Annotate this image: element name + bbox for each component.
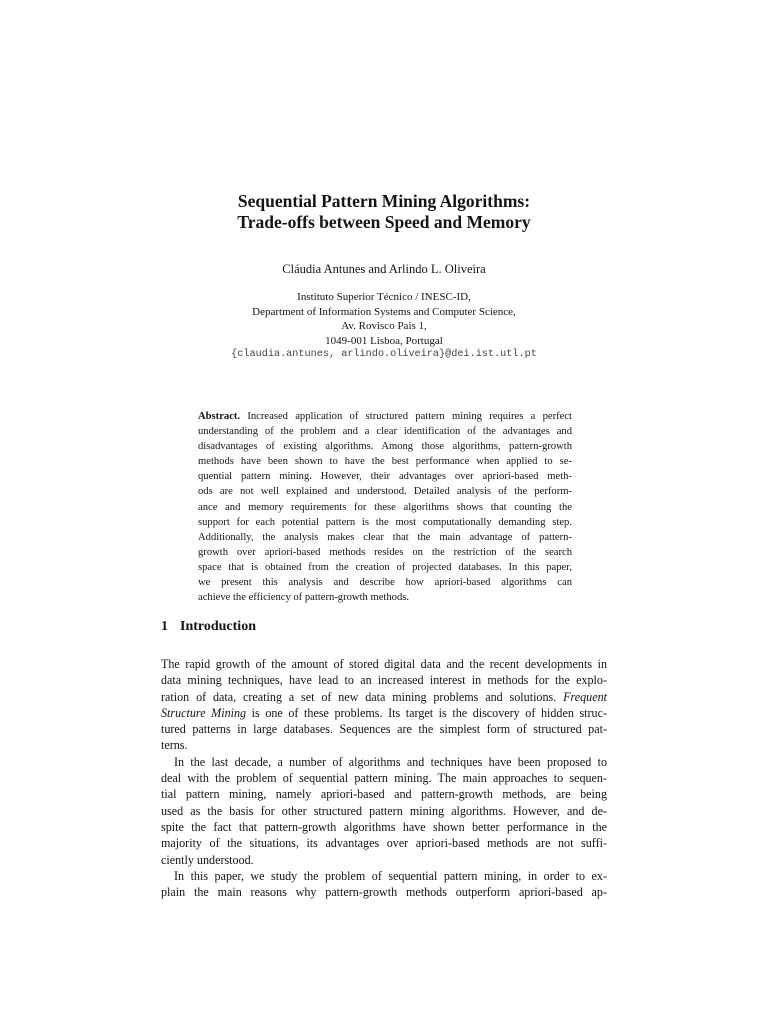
author-list: Cláudia Antunes and Arlindo L. Oliveira	[282, 262, 486, 276]
abstract-line: Additionally, the analysis makes clear that the main advantage of pattern-	[198, 531, 572, 543]
affiliation-institute: Instituto Superior Técnico / INESC-ID,	[297, 291, 471, 303]
paper-title-line-1: Sequential Pattern Mining Algorithms:	[237, 191, 531, 211]
section-title: Introduction	[180, 619, 256, 634]
abstract-line: achieve the efficiency of pattern-growth methods.	[198, 592, 410, 604]
abstract-line: growth over apriori-based methods resides on the restriction of the search	[198, 546, 572, 558]
affiliation-city: 1049-001 Lisboa, Portugal	[325, 334, 443, 347]
abstract-line: understanding of the problem and a clear identification of the advantages and	[198, 426, 572, 438]
paragraph-line: tial pattern mining, namely apriori-based and pattern-growth methods, are being	[161, 787, 607, 802]
abstract-line	[198, 409, 572, 424]
paragraph-line: In this paper, we study the problem of sequential pattern mining, in order to ex-	[174, 868, 607, 883]
section-heading	[161, 619, 256, 635]
emphasized-term: Structure Mining	[161, 705, 247, 720]
body-text	[161, 656, 607, 900]
paragraph-line: majority of the situations, its advantages over apriori-based methods are not suffi-	[161, 836, 607, 851]
abstract-line: quential pattern mining. However, their advantages over apriori-based meth-	[198, 471, 572, 483]
affiliation-block	[0, 290, 768, 363]
abstract-line: we present this analysis and describe how apriori-based algorithms can	[198, 577, 572, 589]
paragraph-line: used as the basis for other structured pattern mining algorithms. However, and de-	[161, 803, 607, 818]
paragraph-line: deal with the problem of sequential pattern mining. The main approaches to sequen-	[161, 771, 607, 786]
paragraph-line	[161, 689, 607, 705]
affiliation-street: Av. Rovisco Pais 1,	[341, 320, 427, 333]
paragraph-line: data mining techniques, have lead to an increased interest in methods for the explo-	[161, 673, 607, 688]
abstract-line: ance and memory requirements for these algorithms shows that counting the	[198, 501, 572, 513]
paragraph-line: spite the fact that pattern-growth algorithms have shown better performance in the	[161, 819, 607, 834]
abstract-line-text: Increased application of structured pattern mining requires a perfect	[247, 411, 573, 422]
paragraph-line-text: ration of data, creating a set of new data mining problems and solutions.	[161, 689, 564, 704]
emphasized-term: Frequent	[563, 689, 607, 704]
affiliation-department: Department of Information Systems and Computer Science,	[252, 305, 516, 318]
paragraph-line: terns.	[161, 738, 188, 753]
abstract-line: support for each potential pattern is the most computationally demanding step.	[198, 516, 572, 528]
paragraph-line: plain the main reasons why pattern-growth methods outperform apriori-based ap-	[161, 885, 607, 900]
abstract-line: methods have been shown to have the best performance when applied to se-	[198, 456, 572, 468]
abstract-line: space that is obtained from the creation of projected databases. In this paper,	[198, 561, 572, 573]
paragraph-line-text: is one of these problems. Its target is the discovery of hidden struc-	[246, 705, 607, 720]
paragraph-line: ciently understood.	[161, 852, 254, 867]
abstract-label: Abstract.	[198, 411, 241, 422]
paragraph-line: In the last decade, a number of algorithms and techniques have been proposed to	[174, 754, 607, 769]
paragraph-line	[161, 705, 607, 721]
paragraph-line: The rapid growth of the amount of stored digital data and the recent developments in	[161, 657, 607, 671]
abstract-line: disadvantages of existing algorithms. Among those algorithms, pattern-growth	[198, 441, 572, 453]
paragraph-line: tured patterns in large databases. Sequences are the simplest form of structured pat-	[161, 722, 607, 737]
section-number: 1	[161, 619, 168, 634]
abstract-line: ods are not well explained and understood. Detailed analysis of the perform-	[198, 486, 572, 498]
author-emails: {claudia.antunes, arlindo.oliveira}@dei.ist.utl.pt	[231, 349, 537, 361]
abstract	[198, 409, 572, 605]
paper-title-line-2: Trade-offs between Speed and Memory	[237, 212, 531, 232]
